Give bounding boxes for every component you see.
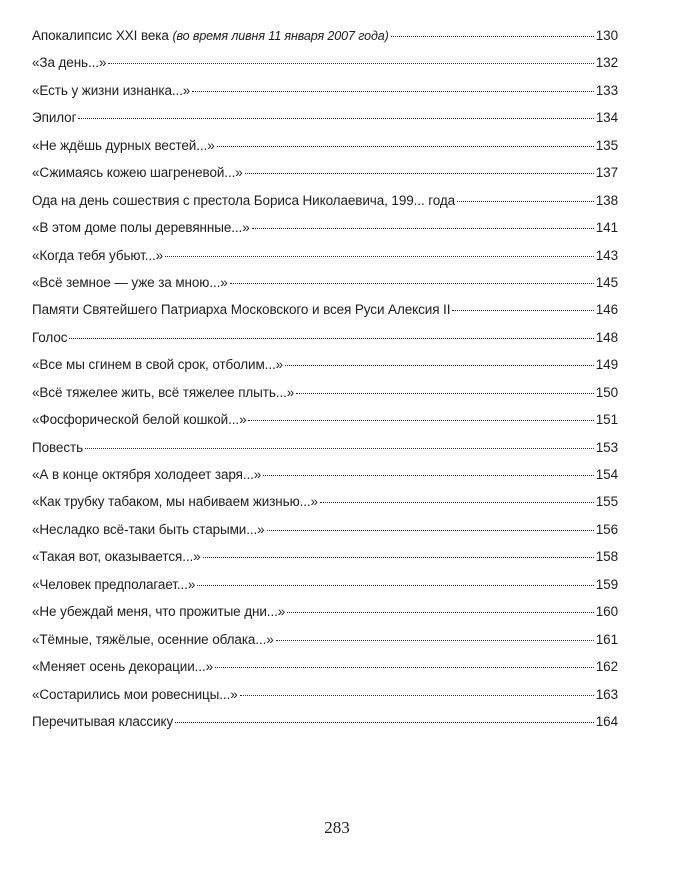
toc-entry xyxy=(32,330,618,357)
toc-entry-title: «За день...» xyxy=(32,55,107,71)
toc-entry-page: 161 xyxy=(595,631,618,647)
toc-entry-title: «Человек предполагает...» xyxy=(32,576,196,592)
toc-entry-title: «Есть у жизни изнанка...» xyxy=(32,82,191,98)
toc-entry-page: 154 xyxy=(595,467,618,482)
toc-entry-page: 133 xyxy=(595,82,618,98)
dot-leader xyxy=(245,173,594,174)
toc-entry xyxy=(32,522,618,549)
toc-entry-title: «Всё тяжелее жить, всё тяжелее плыть...» xyxy=(32,384,295,400)
toc-entry-title: «Когда тебя убьют...» xyxy=(32,247,164,263)
toc-entry-title: Ода на день сошествия с престола Бориса Николаевича, 199... года xyxy=(32,192,456,208)
toc-entry-page: 145 xyxy=(595,274,618,290)
dot-leader xyxy=(165,256,594,257)
toc-entry xyxy=(32,138,618,165)
dot-leader xyxy=(285,365,594,366)
toc-entry xyxy=(32,83,618,110)
toc-entry xyxy=(32,55,618,82)
toc-entry xyxy=(32,165,618,192)
toc-entry xyxy=(32,357,618,384)
toc-entry xyxy=(32,110,618,137)
toc-entry-title: «Как трубку табаком, мы набиваем жизнью...» xyxy=(32,494,318,510)
toc-entry-title: «Все мы сгинем в свой срок, отболим...» xyxy=(32,357,284,373)
toc-entry xyxy=(32,714,618,741)
dot-leader xyxy=(276,640,594,641)
toc-entry xyxy=(32,302,618,329)
toc-entry xyxy=(32,193,618,220)
dot-leader xyxy=(108,63,593,64)
toc-entry-title: «Такая вот, оказывается...» xyxy=(32,549,201,565)
dot-leader xyxy=(203,557,594,558)
toc-entry-page: 160 xyxy=(595,604,618,620)
toc-entry-page: 155 xyxy=(595,494,618,510)
toc-entry xyxy=(32,412,618,439)
toc-entry xyxy=(32,467,618,494)
toc-entry-subtitle: (во время ливня 11 января 2007 года) xyxy=(172,29,389,43)
toc-entry-page: 138 xyxy=(595,192,618,208)
toc-entry-title: «Меняет осень декорации...» xyxy=(32,659,214,675)
dot-leader xyxy=(296,393,594,394)
toc-entry-title: «Сжимаясь кожею шагреневой...» xyxy=(32,165,243,181)
toc-entry xyxy=(32,549,618,576)
toc-entry-page: 137 xyxy=(595,165,618,181)
toc-entry-page: 132 xyxy=(595,55,618,71)
dot-leader xyxy=(78,118,593,119)
toc-entry xyxy=(32,248,618,275)
page-number: 283 xyxy=(324,818,350,837)
toc-entry xyxy=(32,28,618,55)
dot-leader xyxy=(215,667,594,668)
toc-entry xyxy=(32,220,618,247)
toc-entry-title: Памяти Святейшего Патриарха Московского и всея Руси Алексия II xyxy=(32,302,451,318)
toc-entry-page: 135 xyxy=(595,137,618,153)
toc-entry-title: «Всё земное — уже за мною...» xyxy=(32,274,228,290)
toc-entry-title: Апокалипсис XXI века (во время ливня 11 января 2007 года) xyxy=(32,28,389,43)
toc-entry-title: Перечитывая классику xyxy=(32,713,174,729)
toc-entry-title: «Несладко всё-таки быть старыми...» xyxy=(32,521,265,537)
toc-entry-page: 164 xyxy=(595,713,618,729)
toc-entry-title: «А в конце октября холодеет заря...» xyxy=(32,467,262,482)
toc-entry-page: 162 xyxy=(595,659,618,675)
dot-leader xyxy=(217,146,594,147)
dot-leader xyxy=(263,475,594,476)
toc-entry xyxy=(32,494,618,521)
toc-entry-page: 151 xyxy=(595,412,618,428)
toc-entry xyxy=(32,659,618,686)
toc-entry xyxy=(32,275,618,302)
toc-entry-page: 146 xyxy=(595,302,618,318)
toc-entry xyxy=(32,385,618,412)
dot-leader xyxy=(240,695,594,696)
toc-entry-title: Эпилог xyxy=(32,110,77,126)
dot-leader xyxy=(252,228,594,229)
toc-entry-page: 134 xyxy=(595,110,618,126)
toc-entry-title: «Фосфорической белой кошкой...» xyxy=(32,412,247,428)
dot-leader xyxy=(267,530,594,531)
toc-entry-page: 156 xyxy=(595,521,618,537)
toc-entry-title: «Состарились мои ровесницы...» xyxy=(32,686,238,702)
toc-entry-page: 149 xyxy=(595,357,618,373)
toc-entry-page: 150 xyxy=(595,384,618,400)
dot-leader xyxy=(452,310,593,311)
toc-entry-page: 143 xyxy=(595,247,618,263)
toc-entry-title: Голос xyxy=(32,329,68,345)
dot-leader xyxy=(175,722,594,723)
toc-entry-page: 148 xyxy=(595,329,618,345)
toc-entry-page: 159 xyxy=(595,576,618,592)
dot-leader xyxy=(85,448,594,449)
dot-leader xyxy=(69,338,593,339)
toc-entry-page: 141 xyxy=(595,220,618,236)
toc-entry-title: «Не ждёшь дурных вестей...» xyxy=(32,137,215,153)
dot-leader xyxy=(391,36,594,37)
toc-entry xyxy=(32,577,618,604)
toc-entry-title: «Тёмные, тяжёлые, осенние облака...» xyxy=(32,631,274,647)
toc-entry-title: «В этом доме полы деревянные...» xyxy=(32,220,250,236)
toc-entry xyxy=(32,604,618,631)
toc-entry-title: Повесть xyxy=(32,439,84,455)
table-of-contents xyxy=(32,28,618,741)
dot-leader xyxy=(320,502,594,503)
toc-entry xyxy=(32,687,618,714)
toc-entry xyxy=(32,440,618,467)
toc-entry-page: 158 xyxy=(595,549,618,565)
dot-leader xyxy=(248,420,593,421)
toc-entry-page: 130 xyxy=(595,28,618,43)
dot-leader xyxy=(197,585,594,586)
dot-leader xyxy=(457,201,594,202)
toc-entry-title: «Не убеждай меня, что прожитые дни...» xyxy=(32,604,286,620)
dot-leader xyxy=(230,283,594,284)
dot-leader xyxy=(192,91,594,92)
toc-entry-page: 153 xyxy=(595,439,618,455)
dot-leader xyxy=(287,612,594,613)
toc-entry-page: 163 xyxy=(595,686,618,702)
toc-entry xyxy=(32,632,618,659)
